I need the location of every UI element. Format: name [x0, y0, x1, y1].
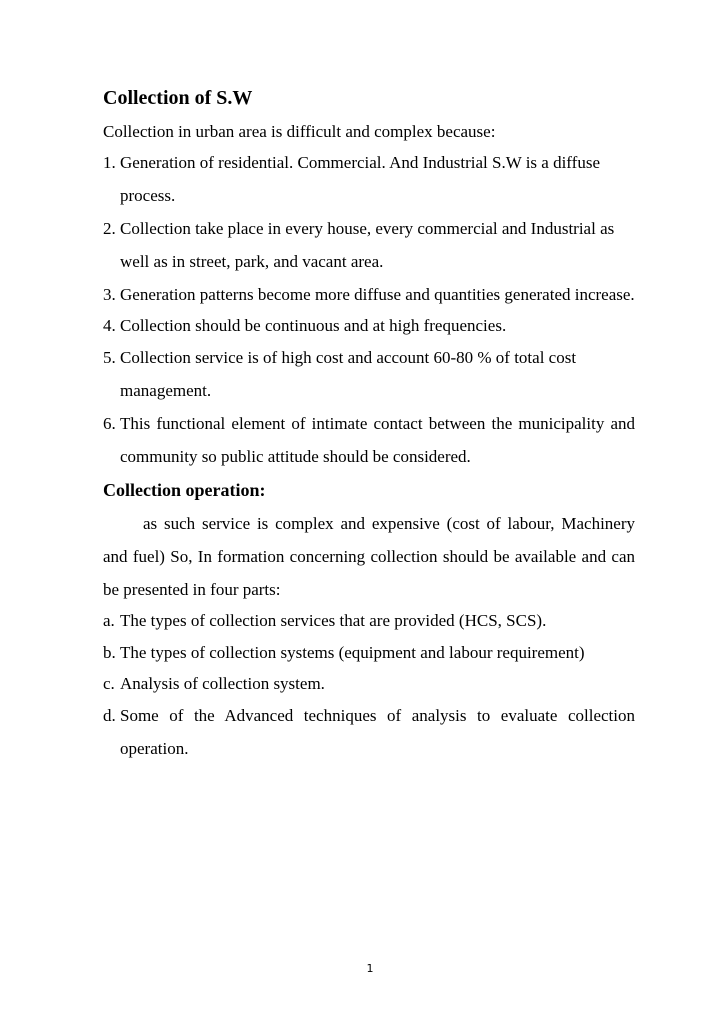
- list-item: [103, 636, 635, 669]
- list-item: [103, 278, 635, 311]
- section-title: Collection of S.W: [103, 87, 253, 109]
- list-item: [103, 669, 635, 699]
- list-item: [103, 146, 635, 212]
- reasons-list: [103, 146, 635, 473]
- list-item: [103, 407, 635, 473]
- intro-text: Collection in urban area is difficult and complex because:: [103, 122, 496, 141]
- list-item-text: The types of collection services that are provided (HCS, SCS).: [120, 611, 547, 630]
- list-item-text: Collection should be continuous and at high frequencies.: [120, 316, 507, 335]
- list-item-text: Collection take place in every house, every commercial and Industrial as well as in street, park, and vacant area.: [120, 219, 615, 271]
- list-item: [103, 606, 635, 636]
- list-item: [103, 699, 635, 765]
- list-item-text: Analysis of collection system.: [120, 674, 325, 693]
- section-subtitle: Collection operation:: [103, 480, 266, 500]
- list-item-text: Generation patterns become more diffuse and quantities generated increase.: [120, 285, 635, 304]
- body-paragraph: as such service is complex and expensive (cost of labour, Machinery and fuel) So, In formation concerning collection should be available and can be presented in four parts:: [103, 514, 635, 599]
- document-page: [103, 84, 635, 765]
- list-item-text: Collection service is of high cost and account 60-80 % of total cost management.: [120, 348, 577, 400]
- parts-list: [103, 606, 635, 765]
- list-marker: d.: [103, 706, 116, 725]
- list-marker: b.: [103, 643, 116, 662]
- list-marker: 6.: [103, 414, 116, 433]
- list-marker: 5.: [103, 348, 116, 367]
- list-marker: 1.: [103, 153, 116, 172]
- list-item-text: Generation of residential. Commercial. And Industrial S.W is a diffuse process.: [120, 153, 600, 205]
- list-item-text: The types of collection systems (equipment and labour requirement): [120, 643, 585, 662]
- list-item-text: This functional element of intimate contact between the municipality and community so public attitude should be considered.: [120, 414, 635, 466]
- list-item: [103, 341, 635, 407]
- list-marker: c.: [103, 674, 115, 693]
- list-item: [103, 311, 635, 341]
- list-item-text: Some of the Advanced techniques of analysis to evaluate collection operation.: [120, 706, 635, 758]
- list-marker: 2.: [103, 219, 116, 238]
- list-marker: 4.: [103, 316, 116, 335]
- list-marker: a.: [103, 611, 115, 630]
- list-item: [103, 212, 635, 278]
- list-marker: 3.: [103, 285, 116, 304]
- page-number: 1: [366, 962, 374, 975]
